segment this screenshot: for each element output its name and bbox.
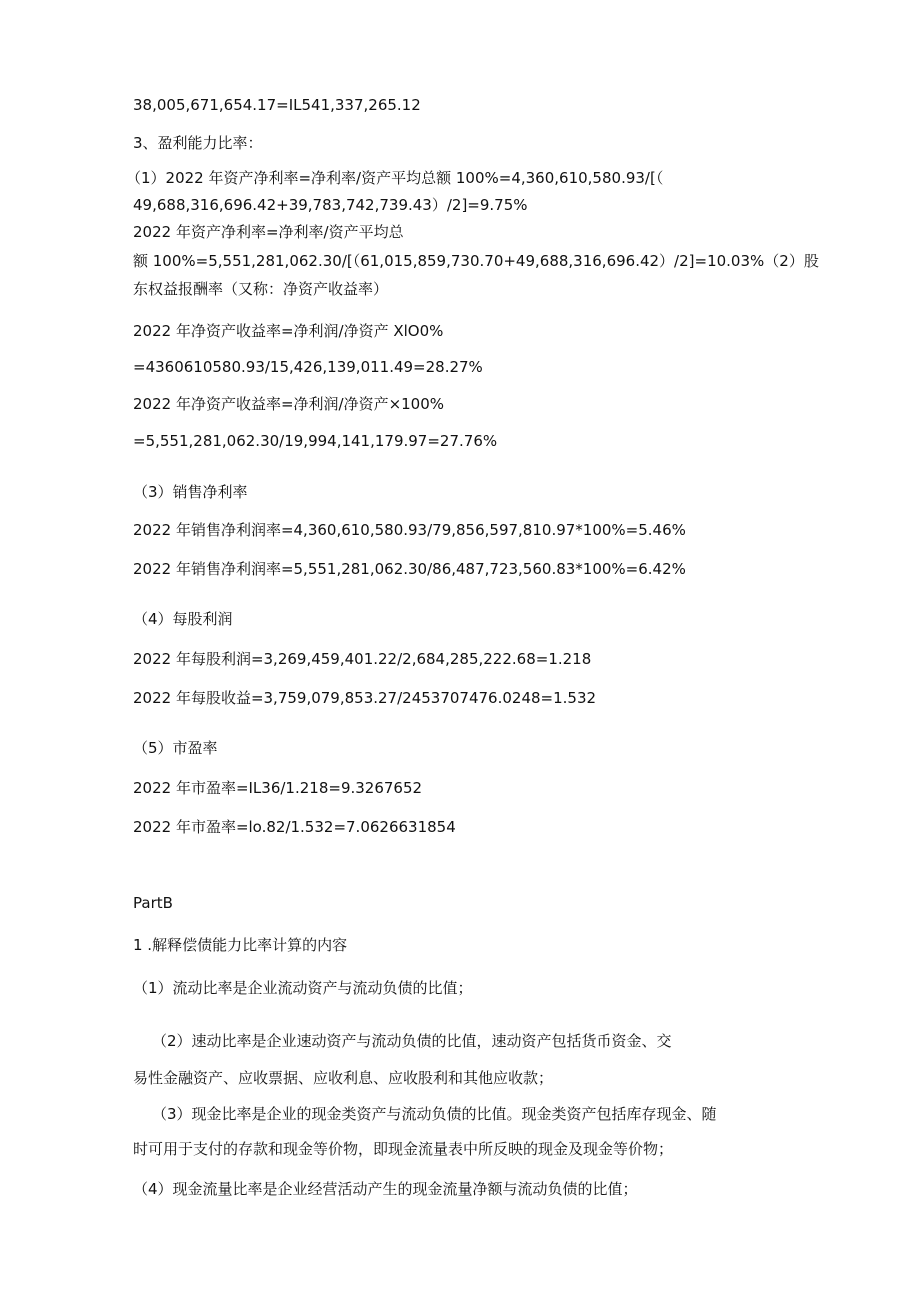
text-line: （2）速动比率是企业速动资产与流动负债的比值，速动资产包括货币资金、交 [152, 1032, 672, 1050]
text-line: 2022 年净资产收益率=净利润/净资产×100% [133, 395, 445, 413]
text-line: 2022 年市盈率=IL36/1.218=9.3267652 [133, 779, 423, 797]
text-line: 2022 年资产净利率=净利率/资产平均总 [133, 223, 404, 241]
text-line: 2022 年销售净利润率=5,551,281,062.30/86,487,723,560.83*100%=6.42% [133, 560, 686, 578]
text-line: 东权益报酬率（又称：净资产收益率） [133, 280, 389, 298]
subsection-heading: （4）每股利润 [133, 610, 233, 628]
text-line: 2022 年净资产收益率=净利润/净资产 XlO0% [133, 322, 444, 340]
section-heading: 3、盈利能力比率： [133, 134, 263, 152]
text-line: 易性金融资产、应收票据、应收利息、应收股利和其他应收款； [133, 1069, 554, 1087]
subsection-heading: （5）市盈率 [133, 739, 218, 757]
text-line: 2022 年每股收益=3,759,079,853.27/2453707476.0248=1.532 [133, 689, 597, 707]
text-line: 2022 年市盈率=lo.82/1.532=7.0626631854 [133, 818, 456, 836]
text-line: 49,688,316,696.42+39,783,742,739.43）/2]=9.75% [133, 196, 528, 214]
text-line: 时可用于支付的存款和现金等价物，即现金流量表中所反映的现金及现金等价物； [133, 1140, 674, 1158]
text-line: =4360610580.93/15,426,139,011.49=28.27% [133, 358, 483, 376]
text-line: =5,551,281,062.30/19,994,141,179.97=27.76% [133, 432, 498, 450]
text-line: （4）现金流量比率是企业经营活动产生的现金流量净额与流动负债的比值； [133, 1180, 638, 1198]
section-heading: 1 .解释偿债能力比率计算的内容 [133, 936, 348, 954]
text-line: 2022 年每股利润=3,269,459,401.22/2,684,285,222.68=1.218 [133, 650, 592, 668]
part-heading: PartB [133, 894, 173, 912]
text-line: 38,005,671,654.17=IL541,337,265.12 [133, 96, 421, 114]
text-line: （3）现金比率是企业的现金类资产与流动负债的比值。现金类资产包括库存现金、随 [152, 1105, 717, 1123]
text-line: 额 100%=5,551,281,062.30/[（61,015,859,730.70+49,688,316,696.42）/2]=10.03%（2）股 [133, 252, 819, 270]
text-line: （1）流动比率是企业流动资产与流动负债的比值； [133, 979, 473, 997]
text-line: 2022 年销售净利润率=4,360,610,580.93/79,856,597,810.97*100%=5.46% [133, 521, 686, 539]
text-line: （1）2022 年资产净利率=净利率/资产平均总额 100%=4,360,610,580.93/[（ [126, 169, 664, 187]
subsection-heading: （3）销售净利率 [133, 483, 248, 501]
